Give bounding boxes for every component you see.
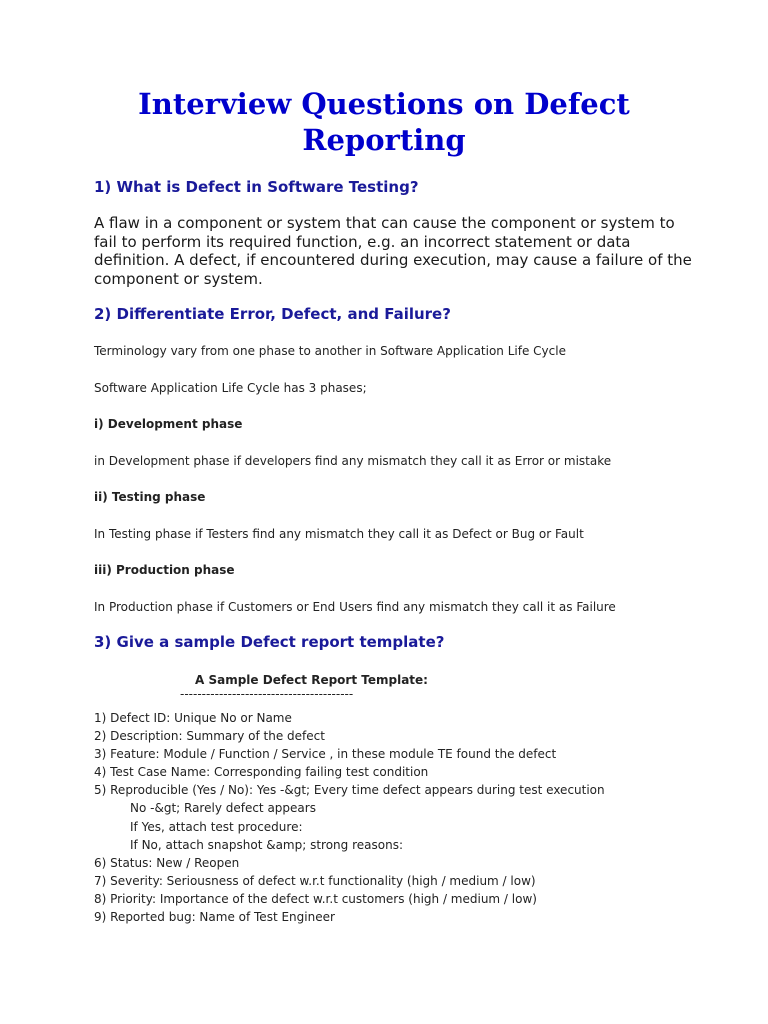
question-2-heading: 2) Differentiate Error, Defect, and Failure? [94, 305, 451, 323]
phase-development-desc: in Development phase if developers find any mismatch they call it as Error or mistake [94, 454, 612, 468]
template-subitem: No -&gt; Rarely defect appears [130, 801, 316, 816]
question-2-intro: Terminology vary from one phase to another in Software Application Life Cycle [94, 344, 566, 358]
template-item: 9) Reported bug: Name of Test Engineer [94, 910, 335, 925]
page-title: Interview Questions on Defect Reporting [138, 87, 630, 157]
phase-production-title: iii) Production phase [94, 563, 235, 577]
question-3-heading: 3) Give a sample Defect report template? [94, 633, 445, 651]
question-1-heading: 1) What is Defect in Software Testing? [94, 178, 419, 196]
template-item: 6) Status: New / Reopen [94, 855, 240, 870]
template-item: 2) Description: Summary of the defect [94, 729, 325, 744]
phase-testing-desc: In Testing phase if Testers find any mismatch they call it as Defect or Bug or Fault [94, 527, 584, 541]
template-title: A Sample Defect Report Template: [195, 673, 428, 687]
phase-production-desc: In Production phase if Customers or End Users find any mismatch they call it as Failure [94, 600, 616, 614]
question-1-answer: A flaw in a component or system that can cause the component or system to fail to perform its required function, e.g. an incorrect statement or data definition. A defect, if encountered during execution, may cause a failure of the component or system. [94, 214, 692, 288]
template-item: 3) Feature: Module / Function / Service , in these module TE found the defect [94, 747, 557, 762]
phase-development-title: i) Development phase [94, 417, 243, 431]
template-field-list [94, 709, 605, 926]
template-item: 4) Test Case Name: Corresponding failing test condition [94, 765, 429, 780]
template-item: 1) Defect ID: Unique No or Name [94, 711, 292, 725]
template-subitem: If Yes, attach test procedure: [130, 819, 303, 834]
template-separator: ---------------------------------------- [180, 687, 354, 701]
template-item: 7) Severity: Seriousness of defect w.r.t functionality (high / medium / low) [94, 873, 536, 888]
template-item: 8) Priority: Importance of the defect w.r.t customers (high / medium / low) [94, 891, 537, 906]
phases-count-text: Software Application Life Cycle has 3 phases; [94, 381, 367, 395]
template-item: 5) Reproducible (Yes / No): Yes -&gt; Every time defect appears during test execution [94, 783, 605, 798]
phase-testing-title: ii) Testing phase [94, 490, 206, 504]
template-subitem: If No, attach snapshot &amp; strong reasons: [130, 837, 403, 852]
